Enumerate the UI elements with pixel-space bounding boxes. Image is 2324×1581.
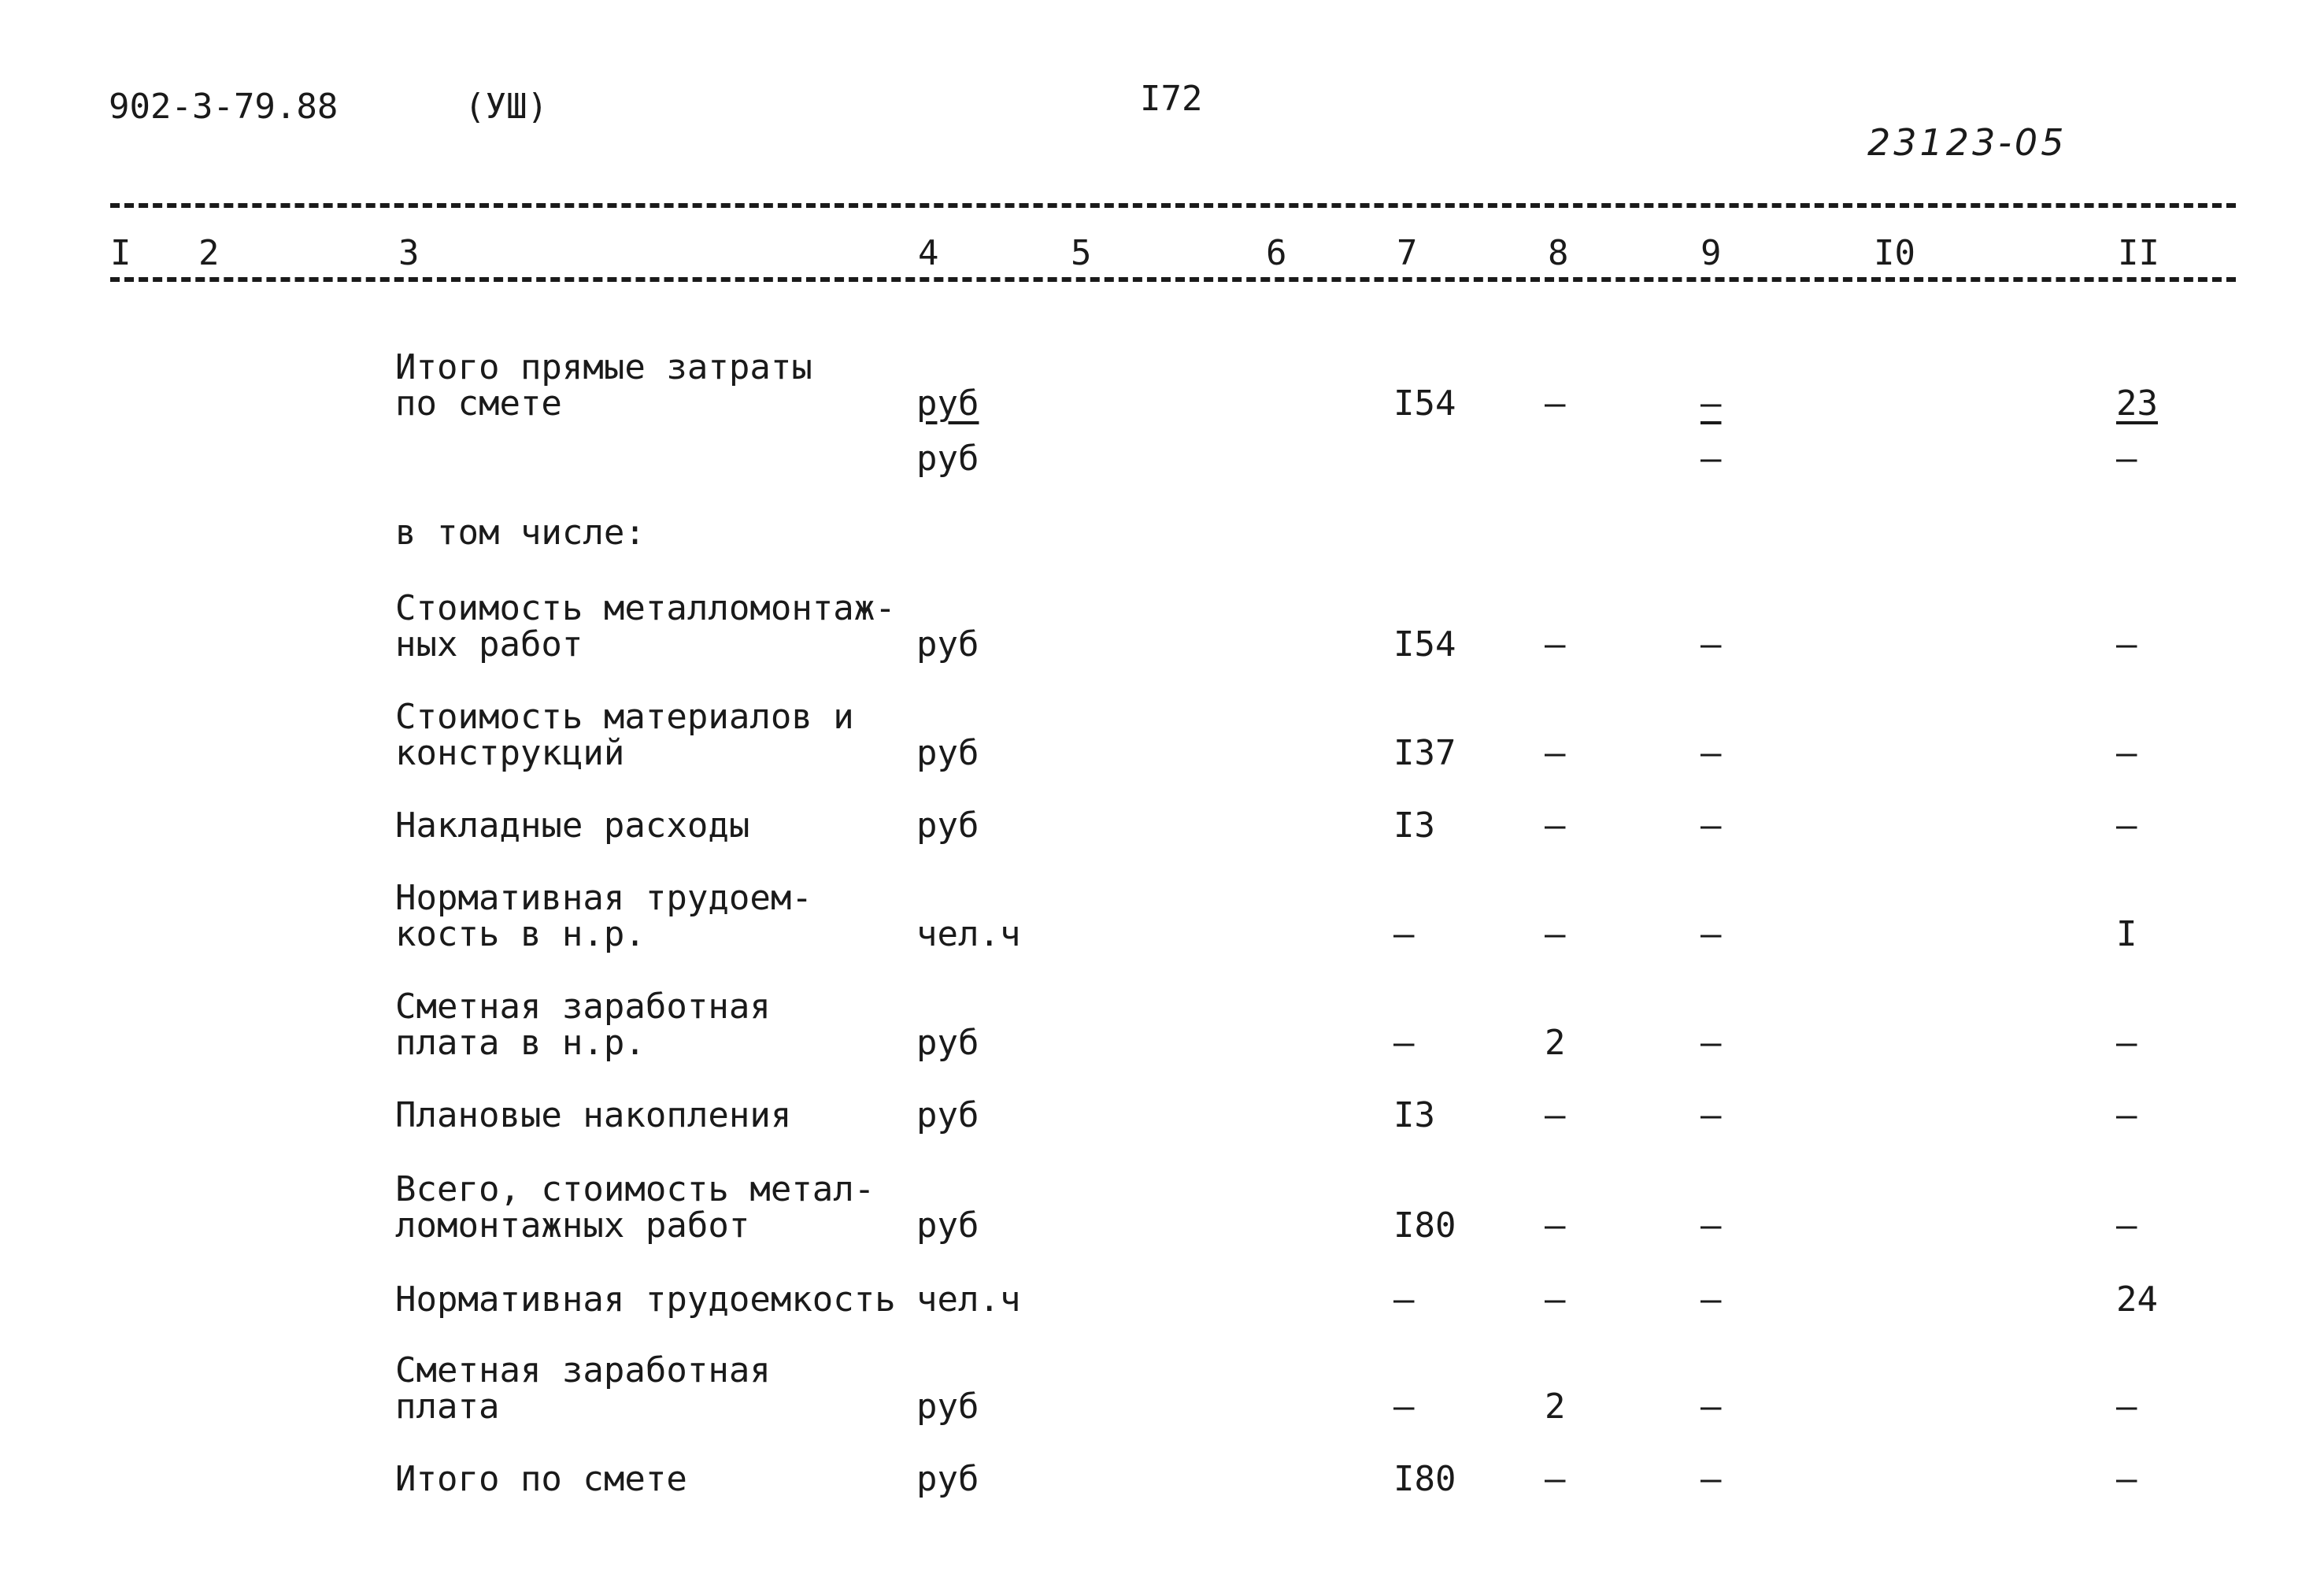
cell-col9: –: [1700, 1205, 1722, 1246]
cell-col11: 23: [2116, 383, 2158, 424]
cell-col9: –: [1700, 733, 1722, 773]
cell-col8: –: [1545, 733, 1566, 773]
cell-col9: –: [1700, 1279, 1722, 1320]
row-label-line: Плановые накопления: [395, 1095, 792, 1135]
cell-col11: I: [2116, 914, 2137, 954]
cell-col7: –: [1393, 1023, 1415, 1063]
cell-col7: I37: [1393, 733, 1456, 773]
cell-col11: –: [2116, 1023, 2137, 1063]
cell-col9: –: [1700, 805, 1722, 846]
cell-col7: I54: [1393, 624, 1456, 665]
cell-col11: –: [2116, 1459, 2137, 1499]
row-unit: руб: [916, 733, 979, 773]
row-unit: руб: [916, 624, 979, 665]
row-label-line: Всего, стоимость метал-: [395, 1169, 875, 1209]
dashed-rule-top: [110, 203, 2236, 208]
cell-col11: –: [2116, 733, 2137, 773]
cell-col7: –: [1393, 1387, 1415, 1427]
row-label-line: кость в н.р.: [395, 914, 646, 954]
column-number-1: I: [110, 233, 131, 273]
archive-number: 23123-05: [1867, 121, 2067, 164]
cell-col9: –: [1700, 1459, 1722, 1499]
column-number-4: 4: [918, 233, 939, 273]
cell-col8: –: [1545, 1095, 1566, 1135]
cell-col8: –: [1545, 624, 1566, 665]
row-label-line: в том числе:: [395, 513, 646, 553]
column-number-11: II: [2118, 233, 2159, 273]
row-unit: руб: [916, 1459, 979, 1499]
cell-col9: –: [1700, 439, 1722, 479]
row-label-line: Итого прямые затраты: [395, 347, 812, 387]
row-unit: руб: [916, 1095, 979, 1135]
cell-col8: –: [1545, 1279, 1566, 1320]
cell-col9: –: [1700, 1095, 1722, 1135]
row-label-line: конструкций: [395, 733, 625, 773]
cell-col9: –: [1700, 1387, 1722, 1427]
row-label-line: Нормативная трудоем-: [395, 878, 812, 918]
cell-col7: I80: [1393, 1459, 1456, 1499]
column-number-5: 5: [1071, 233, 1092, 273]
column-number-10: I0: [1874, 233, 1915, 273]
row-unit: руб: [916, 1205, 979, 1246]
row-unit: чел.ч: [916, 914, 1021, 954]
cell-col11: –: [2116, 1205, 2137, 1246]
row-unit: руб: [916, 383, 979, 424]
cell-col7: I54: [1393, 383, 1456, 424]
document-section: (УШ): [464, 87, 548, 127]
cell-col8: –: [1545, 383, 1566, 424]
row-label-line: Стоимость материалов и: [395, 697, 854, 737]
cell-col11: –: [2116, 1095, 2137, 1135]
cell-col9: –: [1700, 624, 1722, 665]
cell-col8: –: [1545, 1459, 1566, 1499]
row-label-line: плата: [395, 1387, 500, 1427]
cell-col8: –: [1545, 914, 1566, 954]
row-unit: чел.ч: [916, 1279, 1021, 1320]
cell-col8: –: [1545, 805, 1566, 846]
row-label-line: Итого по смете: [395, 1459, 687, 1499]
column-number-7: 7: [1397, 233, 1418, 273]
row-label-line: ломонтажных работ: [395, 1205, 750, 1246]
cell-col11: 24: [2116, 1279, 2158, 1320]
row-unit: руб: [916, 805, 979, 846]
cell-col11: –: [2116, 1387, 2137, 1427]
column-number-6: 6: [1266, 233, 1287, 273]
row-label-line: по смете: [395, 383, 562, 424]
column-number-9: 9: [1700, 233, 1722, 273]
cell-col11: –: [2116, 805, 2137, 846]
cell-col11: –: [2116, 624, 2137, 665]
cell-col8: –: [1545, 1205, 1566, 1246]
cell-col7: I3: [1393, 1095, 1435, 1135]
row-label-line: Стоимость металломонтаж-: [395, 588, 896, 628]
row-unit: руб: [916, 1387, 979, 1427]
cell-col9: –: [1700, 1023, 1722, 1063]
row-label-line: Нормативная трудоемкость: [395, 1279, 896, 1320]
column-number-3: 3: [398, 233, 420, 273]
cell-col8: 2: [1545, 1023, 1566, 1063]
dashed-rule-bottom: [110, 277, 2236, 282]
row-label-line: Накладные расходы: [395, 805, 750, 846]
document-code: 902-3-79.88: [109, 87, 339, 127]
row-unit: руб: [916, 1023, 979, 1063]
cell-col7: I3: [1393, 805, 1435, 846]
cell-col7: –: [1393, 914, 1415, 954]
column-number-8: 8: [1548, 233, 1569, 273]
cell-col8: 2: [1545, 1387, 1566, 1427]
column-number-2: 2: [198, 233, 220, 273]
cell-col7: I80: [1393, 1205, 1456, 1246]
row-label-line: Сметная заработная: [395, 987, 771, 1027]
cell-col7: –: [1393, 1279, 1415, 1320]
cell-col9: –: [1700, 383, 1722, 424]
page-number: I72: [1140, 79, 1203, 119]
cell-col11: –: [2116, 439, 2137, 479]
row-unit: руб: [916, 439, 979, 479]
row-label-line: ных работ: [395, 624, 583, 665]
cell-col9: –: [1700, 914, 1722, 954]
row-label-line: плата в н.р.: [395, 1023, 646, 1063]
row-label-line: Сметная заработная: [395, 1350, 771, 1390]
